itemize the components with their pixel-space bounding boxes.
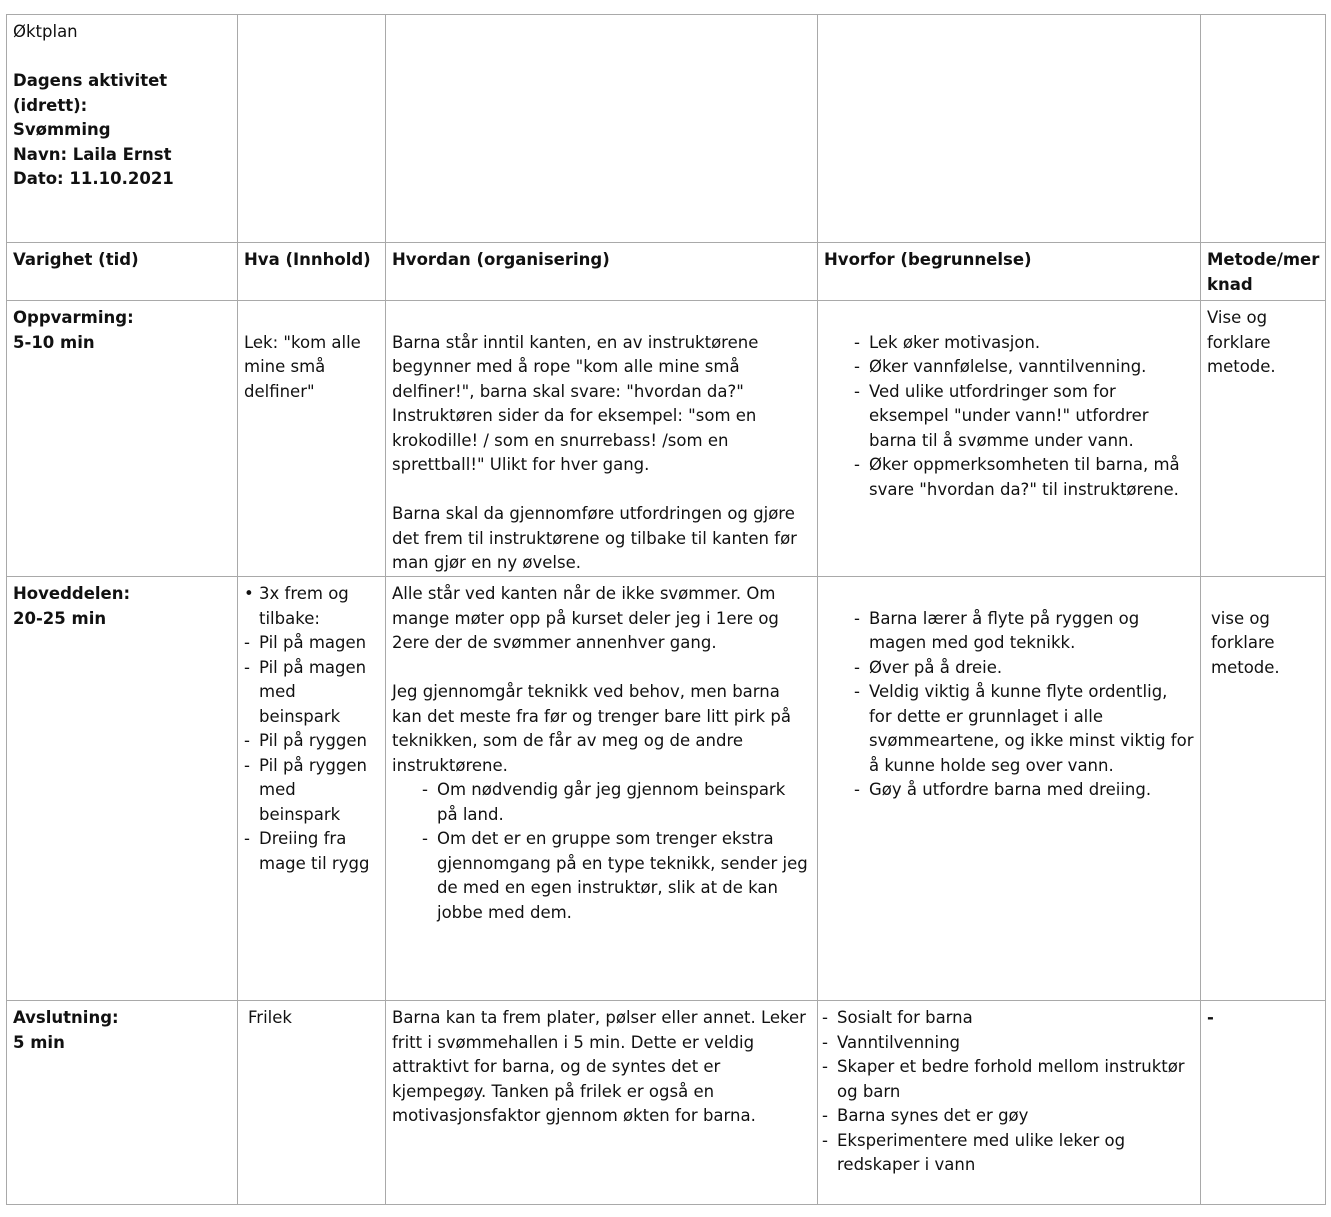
metode-text: - xyxy=(1207,1008,1214,1027)
list-item: • 3x frem og tilbake: xyxy=(244,582,379,631)
list-item: - Dreiing fra mage til rygg xyxy=(244,827,379,876)
hvordan-paragraph: Barna står inntil kanten, en av instruktørene begynner med å rope "kom alle mine små delfiner!", barna skal svare: "hvordan da?" Instruktøren sider da for eksempel: "som en krokodille! / som en snurrebass! /som en sprettball!" Ulikt for hver gang. xyxy=(392,332,759,474)
phase-duration: 5 min xyxy=(13,1032,65,1052)
metode-text: Vise og forklare metode. xyxy=(1207,308,1276,376)
hvorfor-cell xyxy=(818,301,1201,577)
duration-cell xyxy=(7,577,238,1001)
list-item: - Sosialt for barna xyxy=(822,1006,1194,1031)
list-item: - Skaper et bedre forhold mellom instruktør og barn xyxy=(822,1055,1194,1104)
header-empty-cell xyxy=(818,15,1201,243)
hvorfor-cell xyxy=(818,1001,1201,1205)
hva-text: Frilek xyxy=(248,1008,292,1027)
list-item: - Pil på ryggen med beinspark xyxy=(244,754,379,828)
list-item: - Øker oppmerksomheten til barna, må svare "hvordan da?" til instruktørene. xyxy=(854,453,1194,502)
doc-title: Øktplan xyxy=(13,22,78,41)
hvordan-list xyxy=(392,778,811,925)
col-header-hvordan: Hvordan (organisering) xyxy=(386,243,818,301)
hvordan-cell xyxy=(386,301,818,577)
header-row xyxy=(7,15,1326,243)
hva-exercise-list xyxy=(244,631,379,876)
metode-text: vise og forklare metode. xyxy=(1211,608,1280,677)
date-line: Dato: 11.10.2021 xyxy=(13,169,174,188)
hvordan-cell xyxy=(386,577,818,1001)
metode-cell xyxy=(1201,577,1326,1001)
list-item: - Øker vannfølelse, vanntilvenning. xyxy=(854,355,1194,380)
hva-cell xyxy=(238,577,386,1001)
table-row-oppvarming xyxy=(7,301,1326,577)
col-header-metode: Metode/mer knad xyxy=(1201,243,1326,301)
list-item: - Pil på magen med beinspark xyxy=(244,656,379,730)
col-header-varighet: Varighet (tid) xyxy=(7,243,238,301)
hva-bullet-list xyxy=(244,582,379,631)
hvorfor-cell xyxy=(818,577,1201,1001)
hvordan-paragraph: Barna kan ta frem plater, pølser eller annet. Leker fritt i svømmehallen i 5 min. Dette er veldig attraktivt for barna, og de syntes det er kjempegøy. Tanken på frilek er også en motivasjonsfaktor gjennom økten for barna. xyxy=(392,1008,806,1125)
hvordan-cell xyxy=(386,1001,818,1205)
duration-cell xyxy=(7,1001,238,1205)
col-header-hvorfor: Hvorfor (begrunnelse) xyxy=(818,243,1201,301)
hva-cell xyxy=(238,301,386,577)
metode-cell xyxy=(1201,1001,1326,1205)
header-empty-cell xyxy=(386,15,818,243)
table-row-avslutning xyxy=(7,1001,1326,1205)
header-cell xyxy=(7,15,238,243)
hvorfor-list xyxy=(824,331,1194,503)
activity-value: Svømming xyxy=(13,120,111,139)
list-item: - Eksperimentere med ulike leker og redskaper i vann xyxy=(822,1129,1194,1178)
hvordan-paragraph: Barna skal da gjennomføre utfordringen og gjøre det frem til instruktørene og tilbake til kanten før man gjør en ny øvelse. xyxy=(392,504,797,572)
list-item: - Om det er en gruppe som trenger ekstra gjennomgang på en type teknikk, sender jeg de med en egen instruktør, slik at de kan jobbe med dem. xyxy=(422,827,811,925)
column-header-row xyxy=(7,243,1326,301)
list-item: - Om nødvendig går jeg gjennom beinspark på land. xyxy=(422,778,811,827)
phase-label: Oppvarming: xyxy=(13,308,134,327)
hva-cell xyxy=(238,1001,386,1205)
metode-cell xyxy=(1201,301,1326,577)
list-item: - Pil på ryggen xyxy=(244,729,379,754)
name-line: Navn: Laila Ernst xyxy=(13,144,172,164)
list-item: - Ved ulike utfordringer som for eksempel "under vann!" utfordrer barna til å svømme under vann. xyxy=(854,380,1194,454)
list-item: - Barna synes det er gøy xyxy=(822,1104,1194,1129)
session-plan-table xyxy=(6,14,1326,1205)
hvorfor-list xyxy=(822,1006,1194,1178)
list-item: - Lek øker motivasjon. xyxy=(854,331,1194,356)
phase-label: Hoveddelen: xyxy=(13,584,131,603)
table-row-hoveddelen xyxy=(7,577,1326,1001)
phase-label: Avslutning: xyxy=(13,1008,119,1027)
hvordan-paragraph: Alle står ved kanten når de ikke svømmer. Om mange møter opp på kurset deler jeg i 1ere og 2ere der de svømmer annenhver gang. xyxy=(392,584,779,652)
list-item: - Barna lærer å flyte på ryggen og magen med god teknikk. xyxy=(854,607,1194,656)
list-item: - Øver på å dreie. xyxy=(854,656,1194,681)
list-item: - Vanntilvenning xyxy=(822,1031,1194,1056)
phase-duration: 5-10 min xyxy=(13,332,95,352)
duration-cell xyxy=(7,301,238,577)
hvordan-paragraph: Jeg gjennomgår teknikk ved behov, men barna kan det meste fra før og trenger bare litt pirk på teknikken, som de får av meg og de andre instruktørene. xyxy=(392,682,791,775)
phase-duration: 20-25 min xyxy=(13,608,107,628)
list-item: - Gøy å utfordre barna med dreiing. xyxy=(854,778,1194,803)
col-header-hva: Hva (Innhold) xyxy=(238,243,386,301)
list-item: - Veldig viktig å kunne flyte ordentlig, for dette er grunnlaget i alle svømmeartene, og ikke minst viktig for å kunne holde seg over vann. xyxy=(854,680,1194,778)
activity-label: Dagens aktivitet (idrett): xyxy=(13,71,168,115)
hva-text: Lek: "kom alle mine små delfiner" xyxy=(244,332,361,401)
header-empty-cell xyxy=(1201,15,1326,243)
hvorfor-list xyxy=(824,607,1194,803)
header-empty-cell xyxy=(238,15,386,243)
list-item: - Pil på magen xyxy=(244,631,379,656)
